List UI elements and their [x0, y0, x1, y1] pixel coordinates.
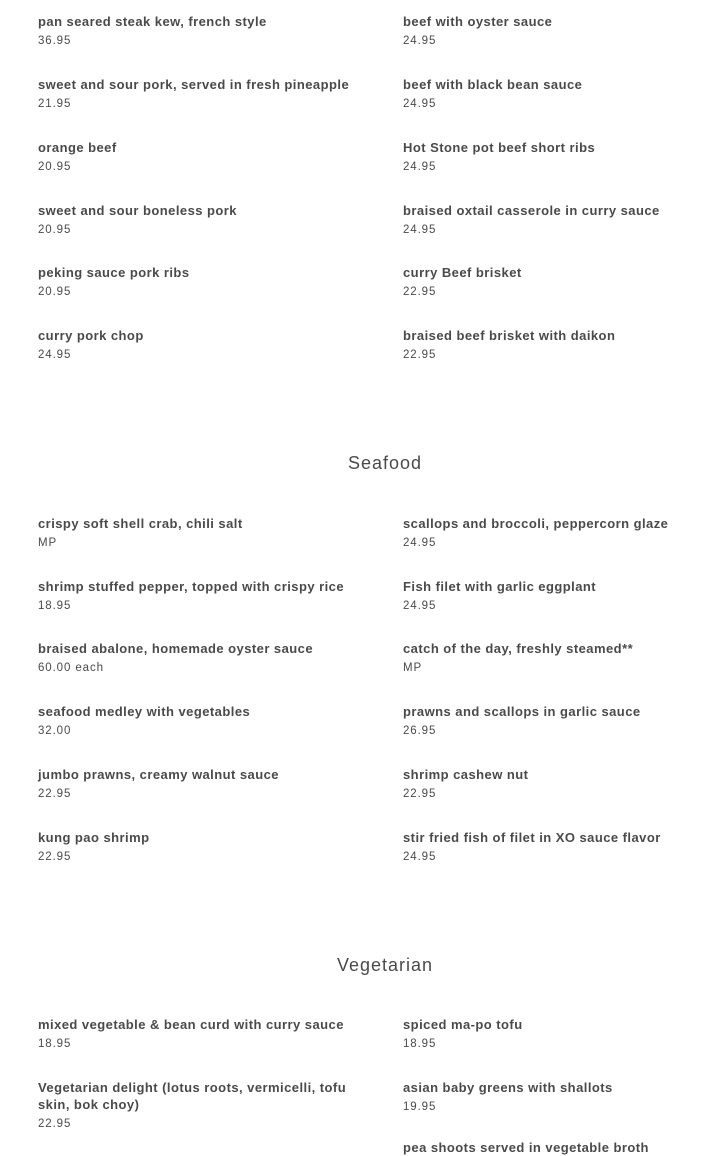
item-name: pan seared steak kew, french style [38, 14, 267, 29]
item-price: MP [403, 662, 423, 674]
item-price: 24.95 [403, 224, 437, 236]
item-name: mixed vegetable & bean curd with curry sauce [38, 1017, 344, 1032]
item-name: beef with oyster sauce [403, 14, 553, 29]
item-name: shrimp stuffed pepper, topped with crispy rice [38, 579, 345, 594]
menu-item [403, 139, 703, 174]
menu-item [403, 202, 703, 237]
menu-item [403, 76, 703, 111]
item-name: shrimp cashew nut [403, 767, 529, 782]
item-price: 20.95 [38, 286, 72, 298]
menu-item [38, 1079, 368, 1131]
menu-item [403, 13, 703, 48]
menu-item [403, 1139, 703, 1156]
item-price: 24.95 [403, 98, 437, 110]
item-price: 24.95 [403, 161, 437, 173]
item-price: MP [38, 537, 58, 549]
item-price: 22.95 [38, 851, 72, 863]
item-price: 24.95 [403, 35, 437, 47]
item-name: asian baby greens with shallots [403, 1080, 613, 1095]
item-price: 32.00 [38, 725, 72, 737]
item-name: Vegetarian delight (lotus roots, vermicelli, tofu skin, bok choy) [38, 1080, 347, 1112]
item-price: 26.95 [403, 725, 437, 737]
section-title-seafood: Seafood [347, 453, 423, 473]
item-name: sweet and sour pork, served in fresh pineapple [38, 77, 350, 92]
menu-item [38, 829, 368, 864]
item-price: 22.95 [38, 1118, 72, 1130]
item-price: 36.95 [38, 35, 72, 47]
item-price: 19.95 [403, 1101, 437, 1113]
menu-item [38, 327, 368, 362]
menu-item [403, 703, 703, 738]
menu-item [403, 640, 703, 675]
item-name: Fish filet with garlic eggplant [403, 579, 597, 594]
menu-item [38, 1016, 368, 1051]
item-price: 18.95 [38, 1038, 72, 1050]
menu-item [38, 13, 368, 48]
item-name: orange beef [38, 140, 117, 155]
menu-item [38, 76, 368, 111]
menu-item [403, 264, 703, 299]
menu-item [403, 515, 703, 550]
item-name: spiced ma-po tofu [403, 1017, 523, 1032]
item-name: stir fried fish of filet in XO sauce flavor [403, 830, 661, 845]
menu-item [403, 327, 703, 362]
item-name: sweet and sour boneless pork [38, 203, 237, 218]
item-name: crispy soft shell crab, chili salt [38, 516, 243, 531]
menu-item [403, 766, 703, 801]
item-price: 22.95 [403, 286, 437, 298]
item-price: 21.95 [38, 98, 72, 110]
item-name: prawns and scallops in garlic sauce [403, 704, 641, 719]
menu-item [38, 640, 368, 675]
item-price: 24.95 [38, 349, 72, 361]
item-name: braised oxtail casserole in curry sauce [403, 203, 660, 218]
item-price: 20.95 [38, 224, 72, 236]
item-name: jumbo prawns, creamy walnut sauce [38, 767, 279, 782]
item-name: curry pork chop [38, 328, 144, 343]
item-name: scallops and broccoli, peppercorn glaze [403, 516, 669, 531]
item-name: seafood medley with vegetables [38, 704, 251, 719]
item-price: 22.95 [38, 788, 72, 800]
menu-item [38, 766, 368, 801]
item-name: curry Beef brisket [403, 265, 522, 280]
item-name: kung pao shrimp [38, 830, 150, 845]
menu-item [38, 578, 368, 613]
menu-item [403, 578, 703, 613]
item-price: 22.95 [403, 349, 437, 361]
item-price: 60.00 each [38, 662, 104, 674]
menu-item [403, 1016, 703, 1051]
item-name: braised beef brisket with daikon [403, 328, 616, 343]
menu-item [38, 139, 368, 174]
menu-item [38, 703, 368, 738]
item-price: 24.95 [403, 851, 437, 863]
item-price: 20.95 [38, 161, 72, 173]
item-name: catch of the day, freshly steamed** [403, 641, 634, 656]
item-price: 24.95 [403, 537, 437, 549]
item-name: Hot Stone pot beef short ribs [403, 140, 596, 155]
menu-item [403, 1079, 703, 1114]
menu-item [38, 202, 368, 237]
menu-item [403, 829, 703, 864]
item-name: braised abalone, homemade oyster sauce [38, 641, 314, 656]
item-name: pea shoots served in vegetable broth [403, 1140, 649, 1155]
section-title-vegetarian: Vegetarian [336, 955, 434, 975]
item-name: peking sauce pork ribs [38, 265, 190, 280]
item-price: 24.95 [403, 600, 437, 612]
item-price: 22.95 [403, 788, 437, 800]
item-price: 18.95 [403, 1038, 437, 1050]
menu-item [38, 264, 368, 299]
menu-item [38, 515, 368, 550]
item-price: 18.95 [38, 600, 72, 612]
item-name: beef with black bean sauce [403, 77, 583, 92]
